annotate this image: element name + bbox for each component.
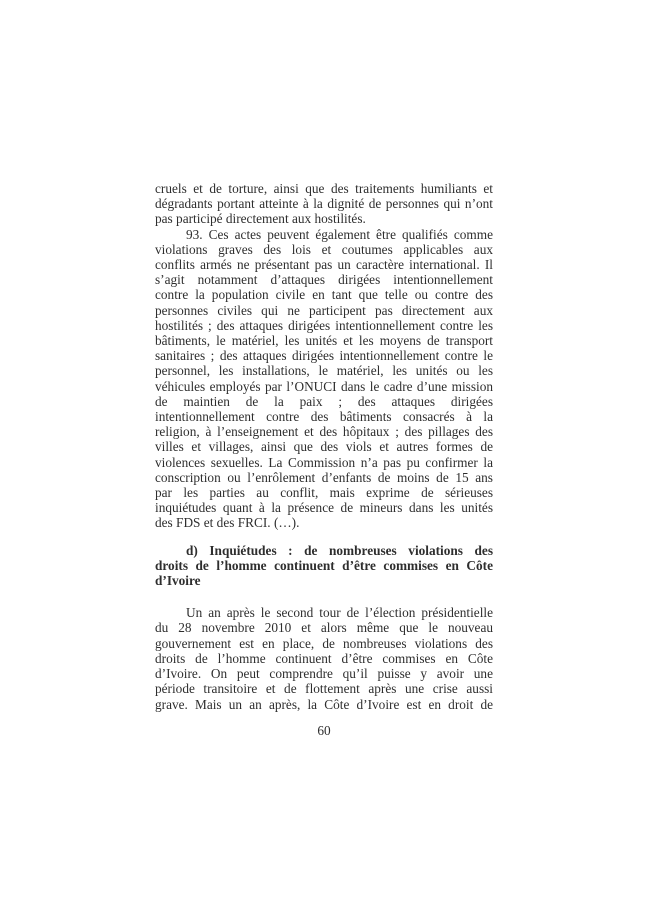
paragraph xyxy=(155,227,493,531)
paragraph xyxy=(155,605,493,711)
text-line: personnel, les installations, le matériel, les unités ou les xyxy=(155,363,493,379)
text-line: des FDS et des FRCI. (…). xyxy=(155,515,300,531)
text-line: de maintien de la paix ; des attaques dirigées xyxy=(155,393,493,409)
text-line: violations graves des lois et coutumes applicables aux xyxy=(155,241,493,257)
section-heading xyxy=(155,543,493,589)
text-line: droits de l’homme continuent d’être commises en Côte xyxy=(155,650,493,666)
text-line: dégradants portant atteinte à la dignité de personnes qui n’ont xyxy=(155,196,493,212)
text-line: 93. Ces actes peuvent également être qualifiés comme xyxy=(186,226,493,242)
text-line: période transitoire et de flottement après une crise aussi xyxy=(155,681,493,697)
text-line: hostilités ; des attaques dirigées intentionnellement contre les xyxy=(155,317,493,333)
text-line: conflits armés ne présentant pas un caractère international. Il xyxy=(155,257,493,273)
text-line: droits de l’homme continuent d’être commises en Côte xyxy=(155,557,493,573)
text-line: inquiétudes quant à la présence de mineurs dans les unités xyxy=(155,500,493,516)
text-line: s’agit notamment d’attaques dirigées intentionnellement xyxy=(155,272,493,288)
text-line: d’Ivoire. On peut comprendre qu’il puisse y avoir une xyxy=(155,666,493,682)
paragraph xyxy=(155,181,493,227)
text-line: véhicules employés par l’ONUCI dans le cadre d’une mission xyxy=(155,378,493,394)
text-line: par les parties au conflit, mais exprime de sérieuses xyxy=(155,485,493,501)
text-line: intentionnellement contre des bâtiments consacrés à la xyxy=(155,409,493,425)
page-number: 60 xyxy=(317,723,331,738)
text-line: pas participé directement aux hostilités. xyxy=(155,211,366,227)
text-line: religion, à l’enseignement et des hôpitaux ; des pillages des xyxy=(155,424,493,440)
text-line: cruels et de torture, ainsi que des traitements humiliants et xyxy=(155,181,493,196)
text-line: bâtiments, le matériel, les unités et les moyens de transport xyxy=(155,333,493,349)
text-line: du 28 novembre 2010 et alors même que le nouveau xyxy=(155,620,493,636)
text-line: Un an après le second tour de l’élection présidentielle xyxy=(186,605,493,621)
text-line: contre la population civile en tant que telle ou contre des xyxy=(155,287,493,303)
text-line: gouvernement est en place, de nombreuses violations des xyxy=(155,635,493,651)
text-block xyxy=(155,181,493,712)
text-line: conscription ou l’enrôlement d’enfants de moins de 15 ans xyxy=(155,469,493,485)
text-line: personnes civiles qui ne participent pas directement aux xyxy=(155,302,493,318)
text-line: sanitaires ; des attaques dirigées intentionnellement contre le xyxy=(155,348,493,364)
text-line: grave. Mais un an après, la Côte d’Ivoire est en droit de xyxy=(155,696,493,712)
text-line: violences sexuelles. La Commission n’a pas pu confirmer la xyxy=(155,454,493,470)
text-line: villes et villages, ainsi que des viols et autres formes de xyxy=(155,439,493,455)
text-line: d’Ivoire xyxy=(155,573,201,589)
text-line: d) Inquiétudes : de nombreuses violations des xyxy=(186,542,493,558)
